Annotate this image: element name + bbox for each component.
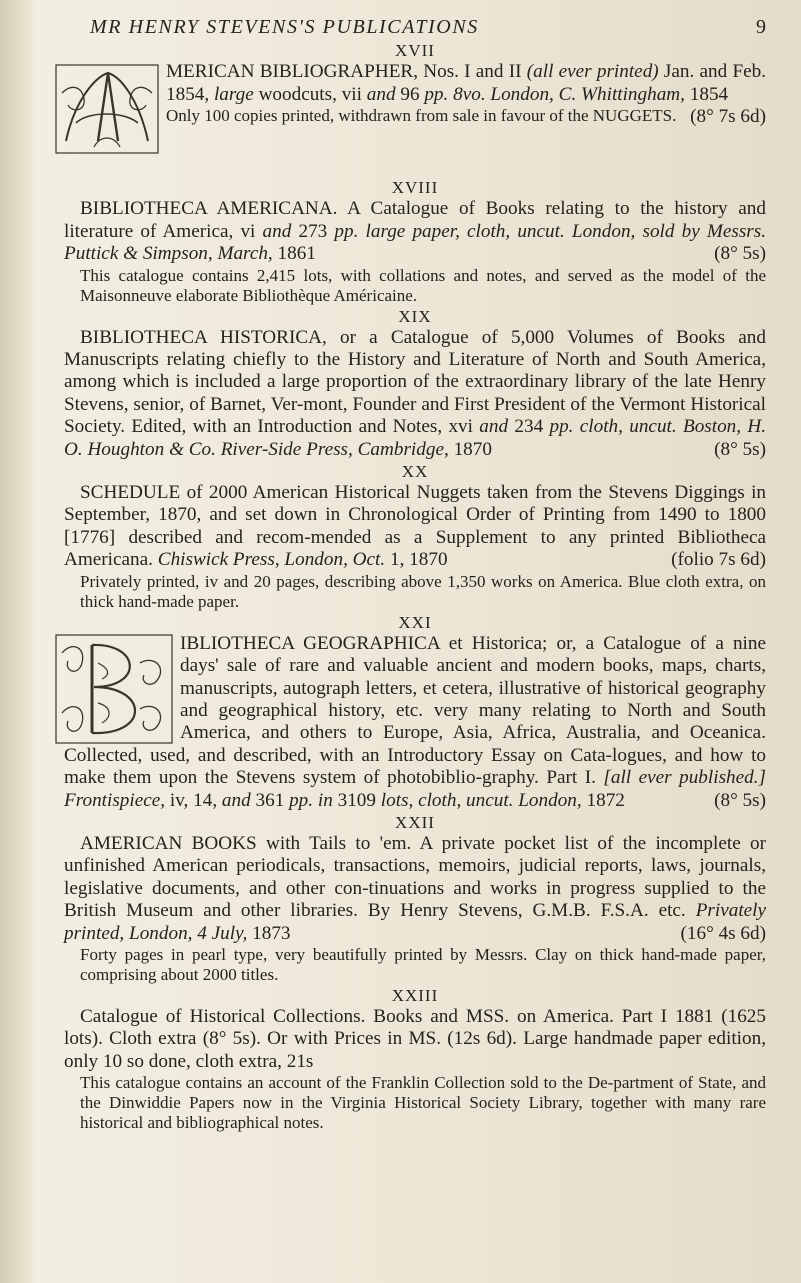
entry-xviii: XVIII BIBLIOTHECA AMERICANA. A Catalogue of Books relating to the history and literature of America, vi and 273 pp. large paper, cloth, uncut. London, sold by Messrs. Puttick & Simpson, March, 1861 (8° 5s) This catalogue contains 2,415 lots, with collations and notes, and served as the model of the Maisonneuve elaborate Bibliothèque Américaine. — [64, 178, 767, 305]
entry-lead: BIBLIOTHECA AMERICANA. — [80, 198, 338, 220]
entry-xx: XX SCHEDULE of 2000 American Historical Nuggets taken from the Stevens Diggings in September, 1870, and set down in Chronological Order of Printing from 1490 to 1800 [1776] described and recom-mended as a Supplement to any printed Bibliotheca Americana. Chiswick Press, London, Oct. 1, 1870 (folio 7s 6d) Privately printed, iv and 20 pages, describing above 1,350 works on America. Blue cloth extra, on thick hand-made paper. — [64, 462, 767, 611]
entry-numeral: XVII — [395, 41, 435, 61]
entry-price: (8° 5s) — [714, 789, 766, 811]
entry-price: (8° 7s 6d) — [690, 106, 766, 128]
page-number: 9 — [756, 16, 766, 38]
entry-lead: SCHEDULE — [80, 482, 181, 504]
entry-price: (folio 7s 6d) — [671, 549, 766, 571]
entry-numeral: XIX — [398, 306, 432, 326]
entry-numeral: XVIII — [391, 178, 439, 198]
entry-note: Only 100 copies printed, withdrawn from sale in favour of the NUGGETS. — [166, 106, 677, 126]
entry-lead: MERICAN BIBLIOGRAPHER, Nos. I and II — [166, 61, 522, 83]
entry-numeral: XXIII — [391, 985, 439, 1005]
entry-note: Privately printed, iv and 20 pages, describing above 1,350 works on America. Blue cloth extra, on thick hand-made paper. — [80, 571, 766, 611]
entry-lead: AMERICAN BOOKS — [80, 832, 257, 854]
entry-price: (8° 5s) — [714, 243, 766, 265]
running-header — [90, 16, 766, 38]
entry-xxiii — [64, 985, 766, 1133]
entry-numeral: XX — [401, 462, 429, 482]
spine-shadow — [0, 0, 38, 1283]
entry-xvii: XVII MERICAN BIBLIOGRAPHER, Nos. I and II (all ever printed) Jan. and Feb. 1854, large woodcuts, vii and 96 pp. 8vo. London, C. Whittingham, 1854 (8° 7s 6d) Only 100 copies printed, withdrawn from sale in favour of the NUGGETS. — [64, 40, 766, 155]
entry-note: Forty pages in pearl type, very beautifully printed by Messrs. Clay on thick hand-made paper, comprising about 2000 titles. — [80, 944, 766, 984]
running-title: MR HENRY STEVENS'S PUBLICATIONS — [90, 16, 479, 38]
entry-lead: IBLIOTHECA GEOGRAPHICA et Historica; — [180, 632, 548, 654]
entry-lead: BIBLIOTHECA HISTORICA, — [80, 326, 327, 348]
entry-price: (16° 4s 6d) — [680, 922, 766, 944]
entry-numeral: XXI — [398, 612, 432, 632]
content — [64, 16, 766, 1133]
entry-price: (8° 5s) — [714, 438, 766, 460]
entry-note: This catalogue contains 2,415 lots, with collations and notes, and served as the model of the Maisonneuve elaborate Bibliothèque Américaine. — [80, 265, 766, 305]
decorative-initial-b-icon — [54, 633, 174, 745]
decorative-initial-a-icon — [54, 63, 160, 155]
entry-xix: XIX BIBLIOTHECA HISTORICA, or a Catalogue of 5,000 Volumes of Books and Manuscripts relating chiefly to the History and Literature of North and South America, among which is included a large proportion of the extraordinary library of the late Henry Stevens, senior, of Barnet, Ver-mont, Founder and First President of the Vermont Historical Society. Edited, with an Introduction and Notes, xvi and 234 pp. cloth, uncut. Boston, H. O. Houghton & Co. River-Side Press, Cambridge, 1870 (8° 5s) — [64, 306, 767, 460]
entry-xxii: XXII AMERICAN BOOKS with Tails to 'em. A private pocket list of the incomplete or unfinished American periodicals, transactions, memoirs, judicial reports, laws, journals, legislative documents, and other con-tinuations and works in progress supplied to the British Museum and other libraries. By Henry Stevens, G.M.B. F.S.A. etc. Privately printed, London, 4 July, 1873 (16° 4s 6d) Forty pages in pearl type, very beautifully printed by Messrs. Clay on thick hand-made paper, comprising about 2000 titles. — [64, 812, 767, 984]
entry-note: This catalogue contains an account of the Franklin Collection sold to the De-partment of State, and the Dinwiddie Papers now in the Virginia Historical Society Library, together with many rare historical and bibliographical notes. — [80, 1073, 766, 1133]
entry-numeral: XXII — [395, 812, 435, 832]
entry-text: Catalogue of Historical Collections. Books and MSS. on America. Part I 1881 (1625 lots). Cloth extra (8° 5s). Or with Prices in MS. (12s 6d). Large handmade paper edition, only 10 so done, cloth extra, 21s — [64, 1005, 766, 1072]
entry-xxi: XXI IBLIOTHECA GEOGRAPHICA et Historica; or, a Catalogue of a nine days' sale of rare and valuable ancient and modern books, maps, charts, manuscripts, autograph letters, et cetera, illustrative of historical geography and geographical history, etc. very many relating to North and South America, and others to Europe, Asia, Africa, Australia, and Oceanica. Collected, used, and described, with an Introductory Essay on Cata-logues, and how to make them upon the Stevens system of photobiblio-graphy. Part I. [all ever published.] Frontispiece, iv, 14, and 361 pp. in 3109 lots, cloth, uncut. London, 1872 (8° 5s) — [64, 612, 766, 812]
